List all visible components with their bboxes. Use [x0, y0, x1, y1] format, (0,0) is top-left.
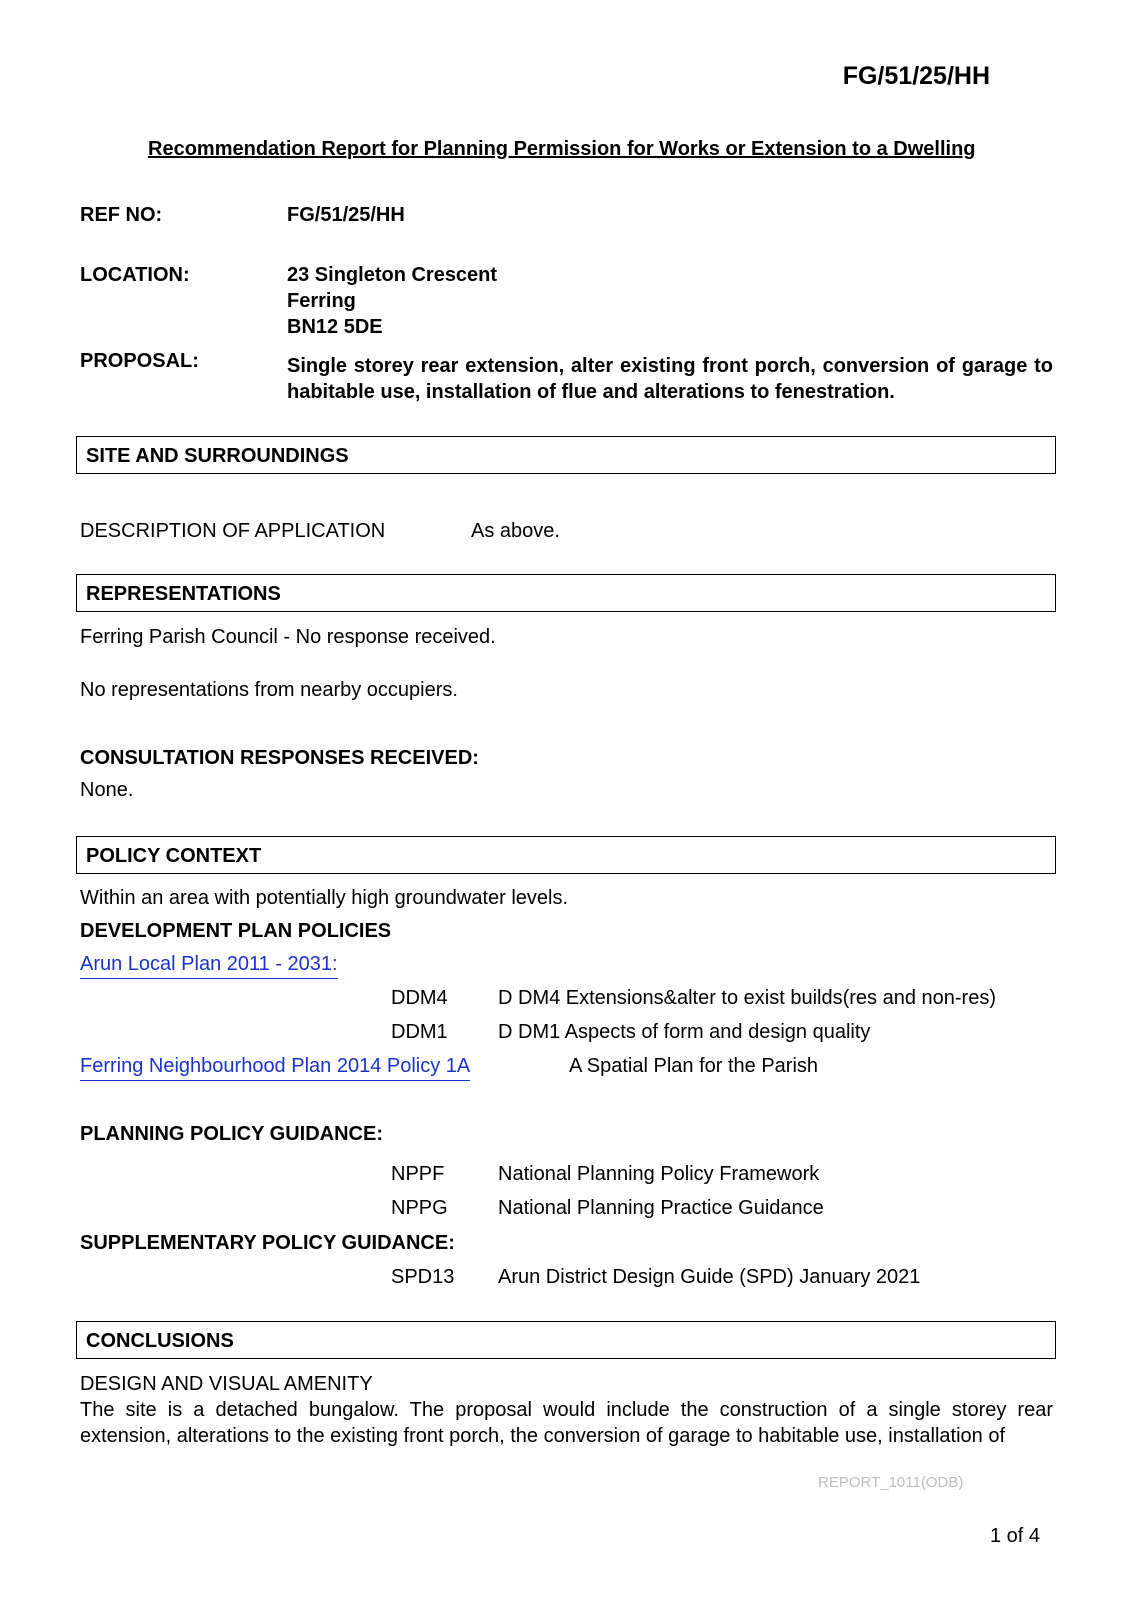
location-label: LOCATION:: [80, 264, 190, 286]
policy-description: D DM1 Aspects of form and design quality: [498, 1021, 871, 1043]
policy-description: National Planning Practice Guidance: [498, 1197, 824, 1219]
policy-code: DDM4: [391, 987, 448, 1009]
location-line-3: BN12 5DE: [287, 316, 383, 338]
proposal-label: PROPOSAL:: [80, 350, 199, 372]
policy-description: Arun District Design Guide (SPD) January 2021: [498, 1266, 921, 1288]
development-plan-heading: DEVELOPMENT PLAN POLICIES: [80, 920, 392, 942]
arun-local-plan-link[interactable]: Arun Local Plan 2011 - 2031:: [80, 953, 338, 979]
policy-context-section-header: [76, 836, 1056, 874]
conclusions-heading: CONCLUSIONS: [86, 1330, 234, 1352]
design-visual-amenity-heading: DESIGN AND VISUAL AMENITY: [80, 1373, 373, 1395]
conclusions-section-header: [76, 1321, 1056, 1359]
site-surroundings-heading: SITE AND SURROUNDINGS: [86, 445, 349, 467]
policy-description: A Spatial Plan for the Parish: [569, 1055, 819, 1077]
planning-policy-guidance-heading: PLANNING POLICY GUIDANCE:: [80, 1123, 383, 1145]
ref-no-value: FG/51/25/HH: [287, 204, 405, 226]
consultation-heading: CONSULTATION RESPONSES RECEIVED:: [80, 747, 479, 769]
representations-heading: REPRESENTATIONS: [86, 583, 281, 605]
policy-description: National Planning Policy Framework: [498, 1163, 820, 1185]
document-reference-header: FG/51/25/HH: [842, 62, 990, 90]
policy-code: SPD13: [391, 1266, 455, 1288]
groundwater-note: Within an area with potentially high groundwater levels.: [80, 887, 569, 909]
policy-code: NPPF: [391, 1163, 445, 1185]
report-code: REPORT_1011(ODB): [818, 1474, 964, 1491]
location-line-2: Ferring: [287, 290, 356, 312]
ferring-neighbourhood-plan-link[interactable]: Ferring Neighbourhood Plan 2014 Policy 1A: [80, 1055, 470, 1081]
parish-council-response: Ferring Parish Council - No response received.: [80, 626, 496, 648]
policy-context-heading: POLICY CONTEXT: [86, 845, 262, 867]
consultation-value: None.: [80, 779, 134, 801]
policy-code: NPPG: [391, 1197, 448, 1219]
supplementary-guidance-heading: SUPPLEMENTARY POLICY GUIDANCE:: [80, 1232, 455, 1254]
site-surroundings-section-header: [76, 436, 1056, 474]
representations-section-header: [76, 574, 1056, 612]
proposal-value: Single storey rear extension, alter existing front porch, conversion of garage to habitable use, installation of flue and alterations to fenestration.: [287, 355, 1053, 403]
occupiers-representations: No representations from nearby occupiers.: [80, 679, 458, 701]
description-value: As above.: [471, 520, 560, 542]
description-label: DESCRIPTION OF APPLICATION: [80, 520, 386, 542]
report-title: Recommendation Report for Planning Permission for Works or Extension to a Dwelling: [148, 138, 976, 160]
policy-description: D DM4 Extensions&alter to exist builds(res and non-res): [498, 987, 996, 1009]
policy-code: DDM1: [391, 1021, 448, 1043]
conclusions-text: The site is a detached bungalow. The proposal would include the construction of a single storey rear extension, alterations to the existing front porch, the conversion of garage to habitable use, installation of: [80, 1399, 1053, 1447]
location-line-1: 23 Singleton Crescent: [287, 264, 498, 286]
ref-no-label: REF NO:: [80, 204, 163, 226]
page-number: 1 of 4: [990, 1525, 1041, 1547]
